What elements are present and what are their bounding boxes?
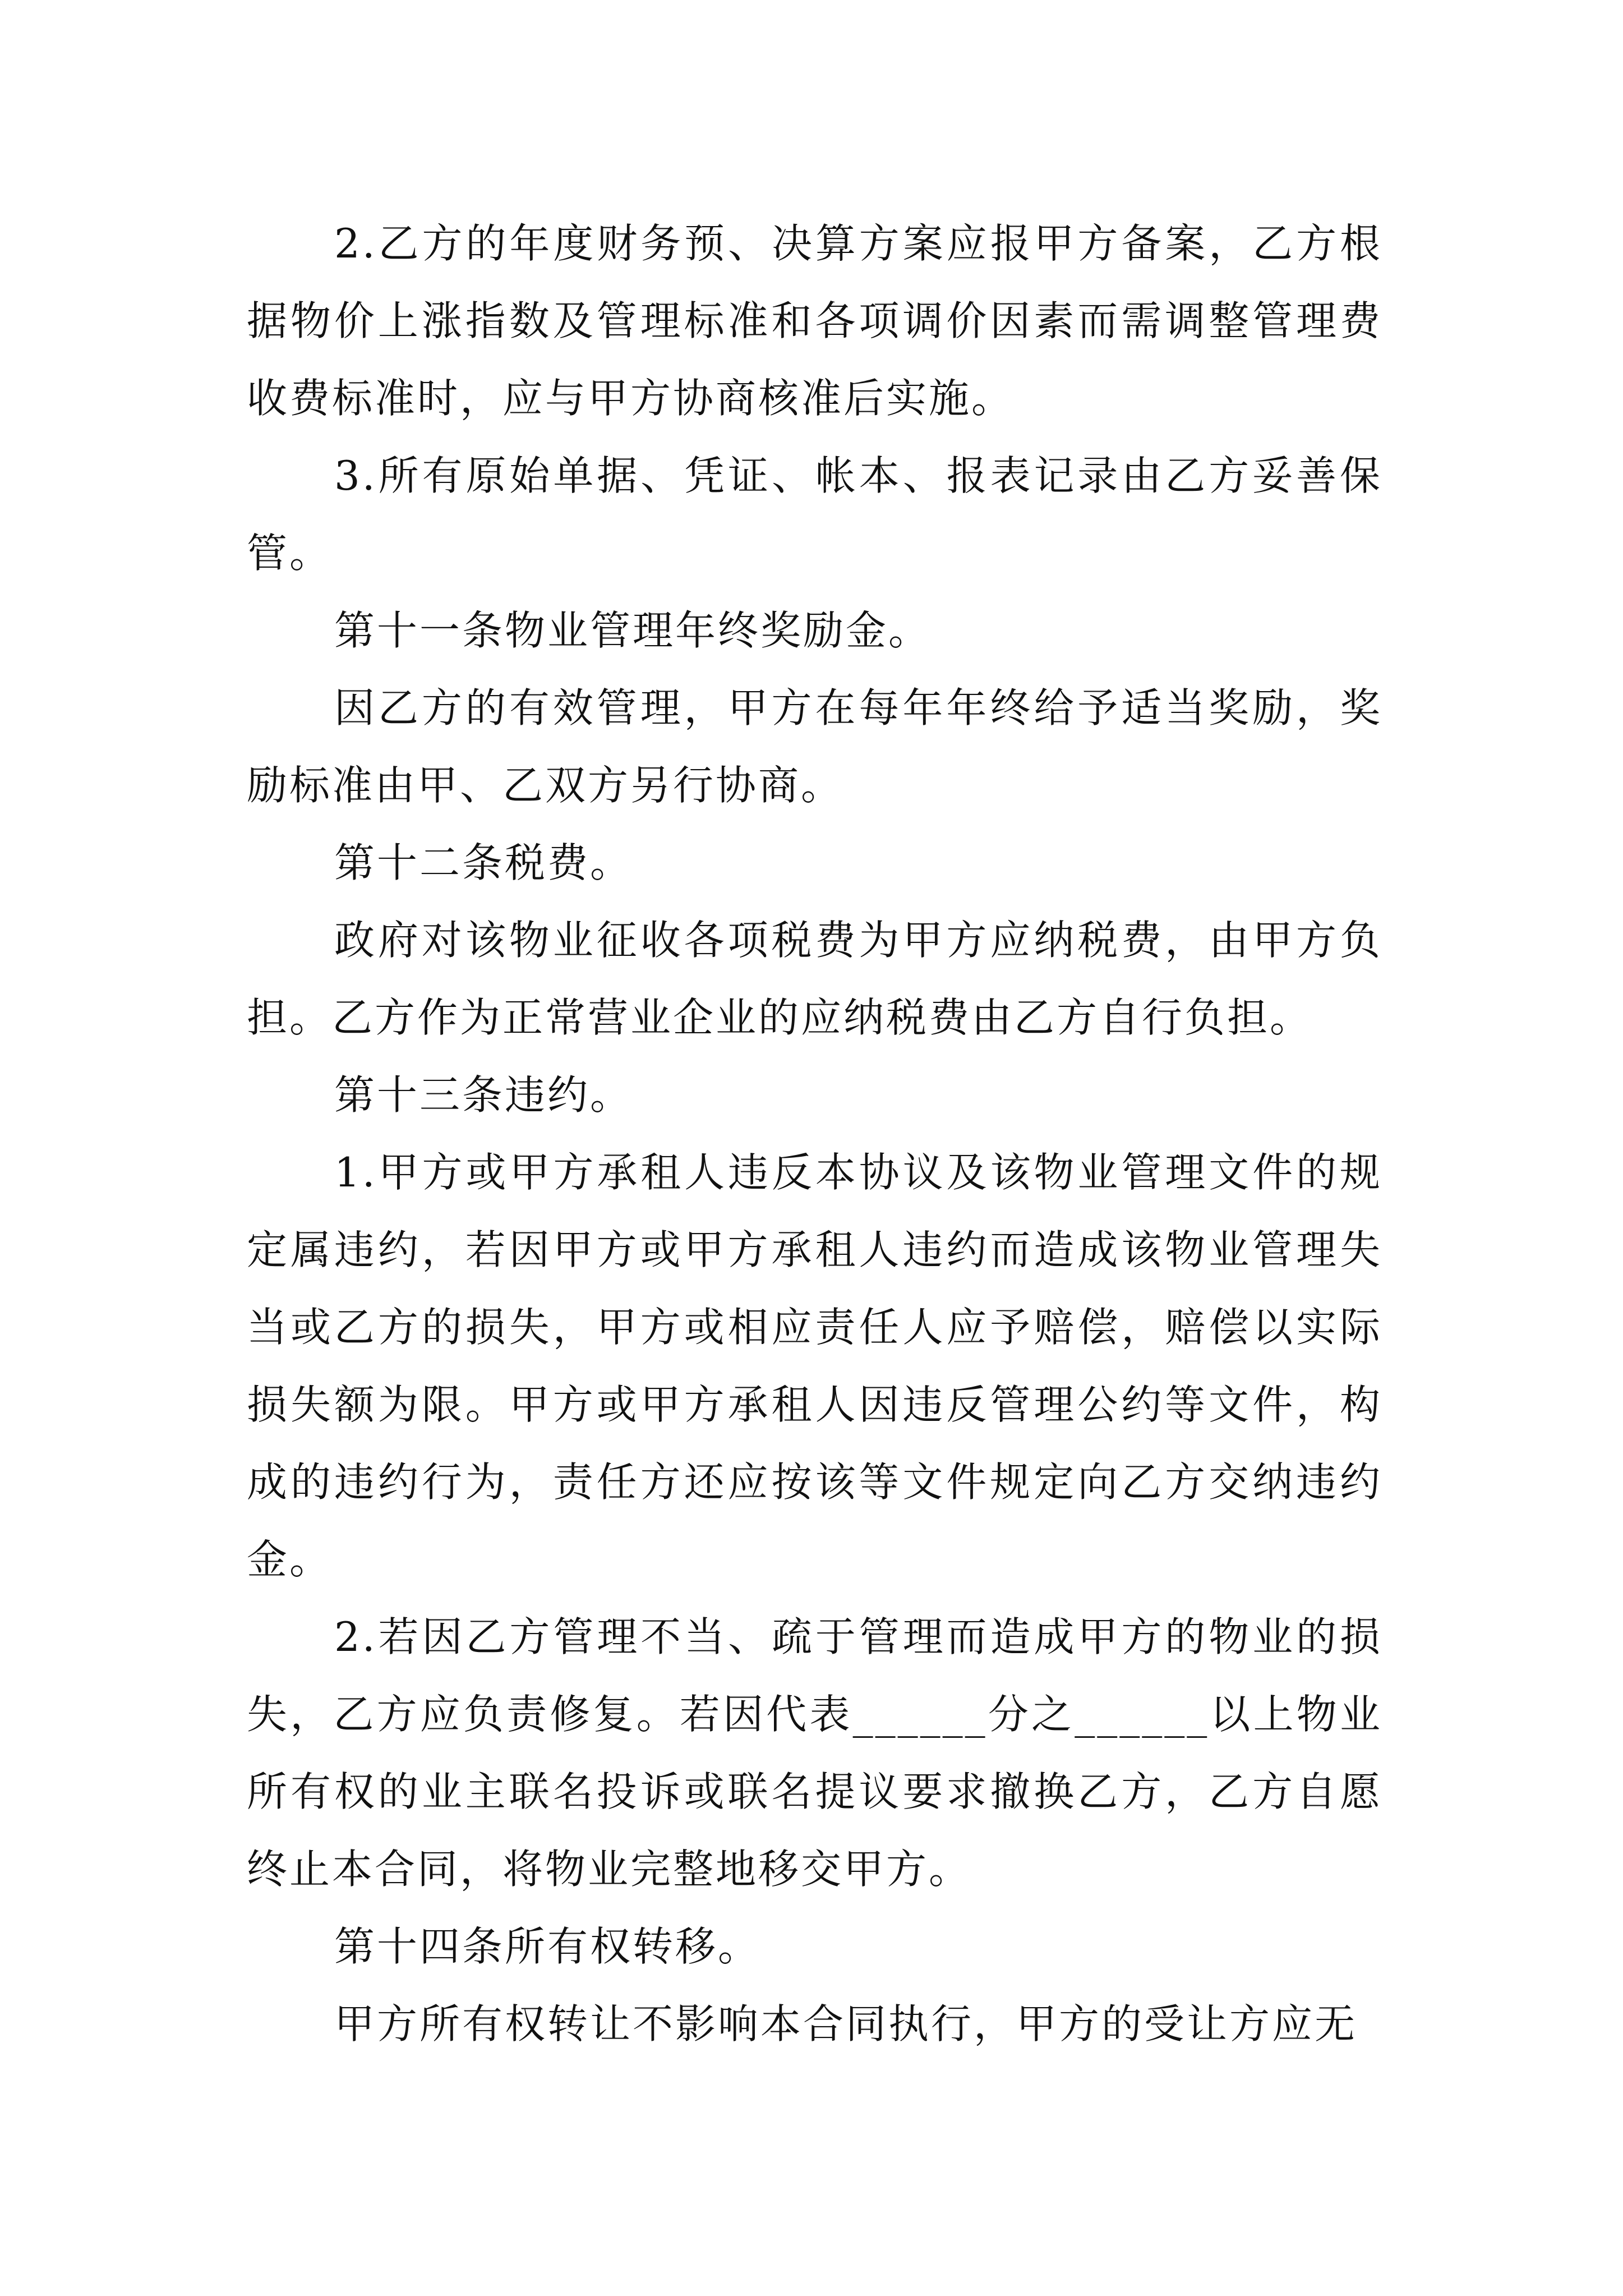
paragraph-taxes: 政府对该物业征收各项税费为甲方应纳税费，由甲方负担。乙方作为正常营业企业的应纳税费由乙方自行负担。	[247, 917, 1382, 1041]
heading-article-12: 第十二条税费。	[334, 839, 633, 886]
paragraph-breach-party-b: 2.若因乙方管理不当、疏于管理而造成甲方的物业的损失，乙方应负责修复。若因代表______分之______以上物业所有权的业主联名投诉或联名提议要求撤换乙方，乙方自愿终止本合同，将物业完整地移交甲方。	[247, 1613, 1382, 1893]
heading-article-14: 第十四条所有权转移。	[334, 1923, 761, 1970]
heading-article-11: 第十一条物业管理年终奖励金。	[334, 607, 932, 654]
paragraph-records-custody: 3.所有原始单据、凭证、帐本、报表记录由乙方妥善保管。	[247, 452, 1382, 577]
paragraph-year-end-award: 因乙方的有效管理，甲方在每年年终给予适当奖励，奖励标准由甲、乙双方另行协商。	[247, 684, 1382, 809]
heading-article-13: 第十三条违约。	[334, 1071, 633, 1119]
paragraph-breach-party-a: 1.甲方或甲方承租人违反本协议及该物业管理文件的规定属违约，若因甲方或甲方承租人违约而造成该物业管理失当或乙方的损失，甲方或相应责任人应予赔偿，赔偿以实际损失额为限。甲方或甲方承租人因违反管理公约等文件，构成的违约行为，责任方还应按该等文件规定向乙方交纳违约金。	[247, 1149, 1382, 1583]
document-body	[247, 205, 1382, 2063]
paragraph-financial-budget: 2.乙方的年度财务预、决算方案应报甲方备案，乙方根据物价上涨指数及管理标准和各项调价因素而需调整管理费收费标准时，应与甲方协商核准后实施。	[247, 220, 1382, 422]
paragraph-ownership-transfer: 甲方所有权转让不影响本合同执行，甲方的受让方应无	[334, 2000, 1358, 2047]
